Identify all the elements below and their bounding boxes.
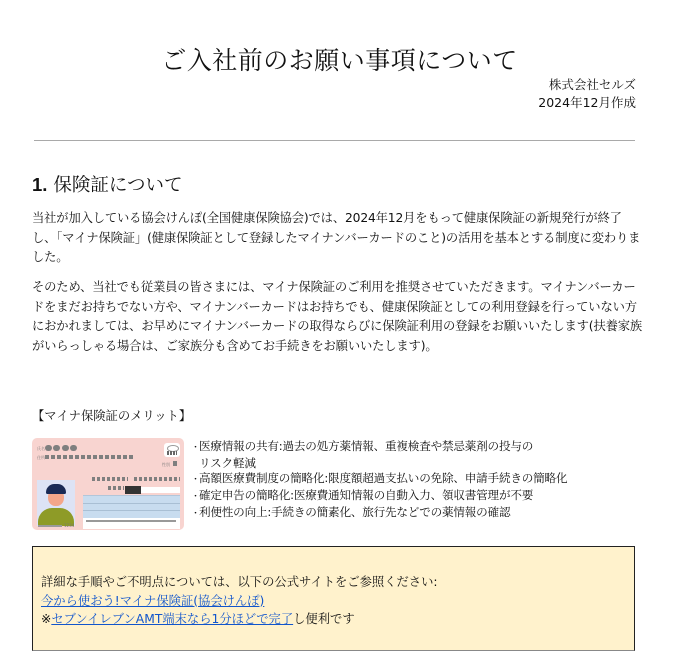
note-prefix: ※ [41,612,52,626]
merit-text: 医療費通知情報の自動入力、領収書管理が不要 [293,488,534,502]
document-title: ご入社前のお願い事項について [161,45,518,75]
section-heading [32,171,182,197]
section-number: 1. [32,174,48,195]
card-number: 1234 [64,523,75,528]
merits-list [191,439,567,522]
paragraph-intro: 当社が加入している協会けんぽ(全国健康保険協会)では、2024年12月をもって健康保険証の新規発行が終了し、「マイナ保険証」(健康保険証として登録したマイナンバーカードのこと)の活用を基本とする制度に変わりました。 [32,211,641,264]
merit-item [191,505,567,522]
company-name: 株式会社セルズ [548,77,636,92]
merit-item [191,488,567,505]
section-title: 保険証について [53,175,183,196]
link-my-number-insurance[interactable]: 今から使おう!マイナ保険証(協会けんぽ) [41,593,265,608]
created-date: 2024年12月作成 [538,95,636,110]
merit-text: 限度額超過支払いの免除、申請手続きの簡略化 [328,471,568,485]
info-callout-box [32,546,635,651]
my-number-card-icon: 氏名 住所 性別 1234 [32,438,184,530]
info-intro: 詳細な手順やご不明点については、以下の公式サイトをご参照ください: [41,575,438,589]
merit-lead: 高額医療費制度の簡略化: [199,471,329,485]
link-seven-eleven-amt[interactable]: セブンイレブンAMT端末なら1分ほどで完了 [51,612,294,626]
merit-text: 過去の処方薬情報、重複検査や禁忌薬剤の投与の [282,439,534,453]
horizontal-divider [34,140,635,141]
merit-item [191,471,567,488]
merit-text: 手続きの簡素化、旅行先などでの薬情報の確認 [271,505,511,519]
paragraph-request: そのため、当社でも従業員の皆さまには、マイナ保険証のご利用を推奨させていただきます。マイナンバーカードをまだお持ちでない方や、マイナンバーカードはお持ちでも、健康保険証としての利用登録を行っていない方におかれましては、お早めにマイナンバーカードの取得ならびに保険証利用の登録をお願いいたします(扶養家族がいらっしゃる場合は、ご家族分も含めてお手続きをお願いいたします)。 [32,280,643,353]
document-meta [538,76,636,112]
merit-lead: 利便性の向上: [199,505,272,519]
merits-label: 【マイナ保険証のメリット】 [32,409,192,423]
merit-lead: 医療情報の共有: [199,439,283,453]
merit-lead: 確定申告の簡略化: [199,488,294,502]
merit-continuation: リスク軽減 [199,456,256,470]
merit-item [191,439,567,471]
note-suffix: し便利です [293,612,355,626]
